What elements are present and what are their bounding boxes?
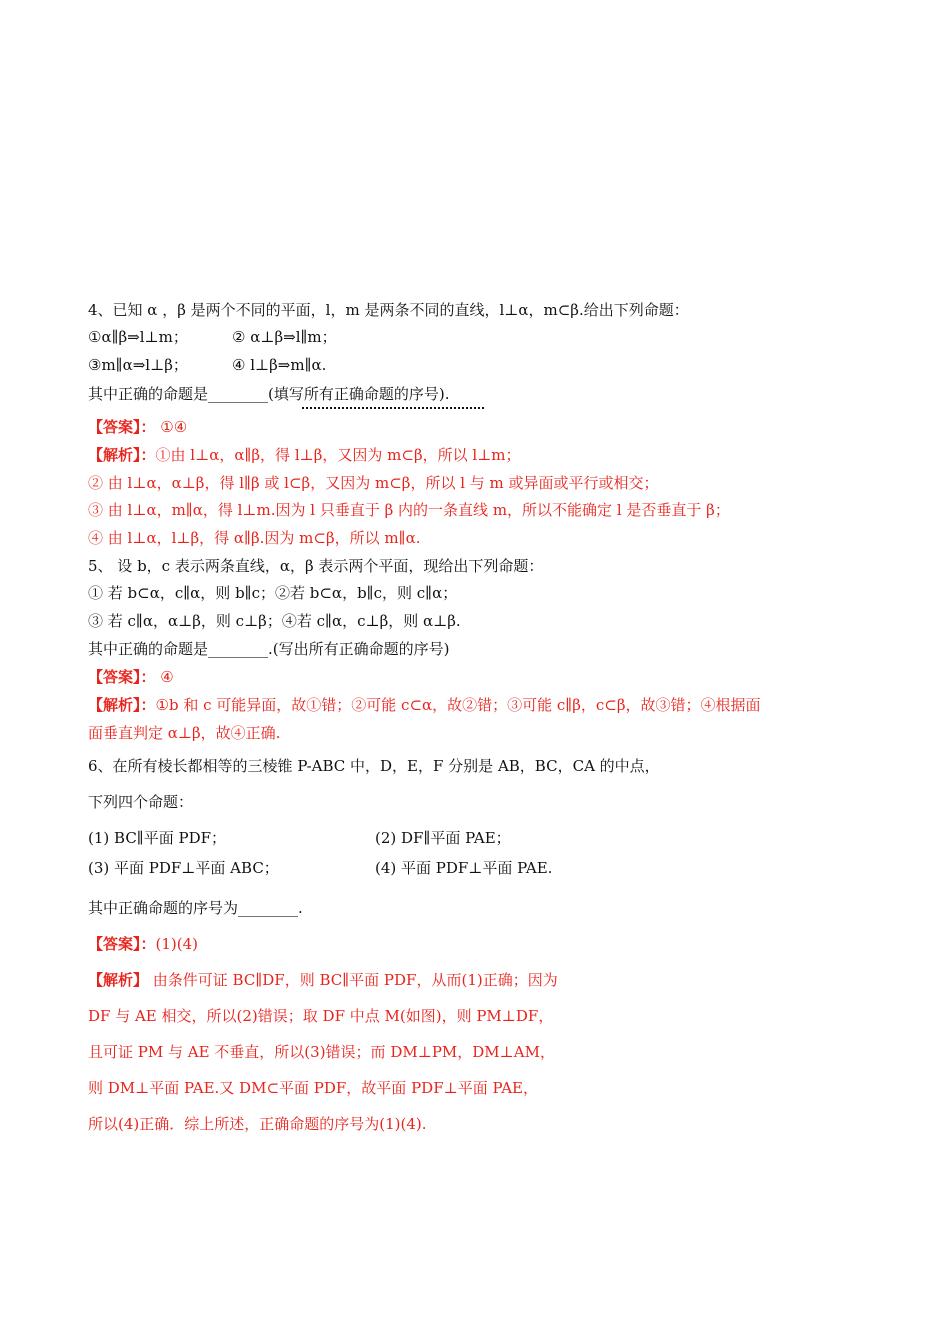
answer-tag: 【答案】： — [88, 935, 156, 953]
q4-question: 其中正确的命题是________(填写所有正确命题的序号). — [88, 385, 450, 403]
analysis-text: 由条件可证 BC∥DF，则 BC∥平面 PDF，从而(1)正确；因为 — [148, 971, 558, 989]
analysis-tag: 【解析】： — [88, 446, 156, 464]
analysis-tag: 【解析】： — [88, 696, 156, 714]
answer-tag: 【答案】： — [88, 668, 156, 686]
q4-analysis-4: ④ 由 l⊥α，l⊥β，得 α∥β.因为 m⊂β，所以 m∥α. — [88, 529, 421, 547]
analysis-tag: 【解析】 — [88, 971, 149, 989]
analysis-text: ①由 l⊥α，α∥β，得 l⊥β，又因为 m⊂β，所以 l⊥m； — [155, 446, 521, 464]
q6-option-1: (1) BC∥平面 PDF； — [88, 829, 227, 847]
q4-answer — [88, 417, 187, 437]
q6-option-3: (3) 平面 PDF⊥平面 ABC； — [88, 859, 279, 877]
answer-tag: 【答案】： — [88, 418, 156, 436]
q5-analysis-1 — [88, 695, 761, 715]
answer-value: ④ — [155, 668, 174, 686]
analysis-text: ①b 和 c 可能异面，故①错；②可能 c⊂α，故②错；③可能 c∥β，c⊂β，故③错；④根据面 — [155, 696, 761, 714]
q5-answer — [88, 667, 174, 687]
q5-options-row-2: ③ 若 c∥α，α⊥β，则 c⊥β；④若 c∥α，c⊥β，则 α⊥β. — [88, 612, 461, 630]
q6-intro: 下列四个命题： — [88, 793, 194, 811]
q6-answer — [88, 934, 198, 954]
q6-analysis-1 — [88, 970, 558, 990]
answer-value: ①④ — [155, 418, 188, 436]
q4-option-4: ④ l⊥β⇒m∥α. — [232, 356, 327, 374]
q6-stem: 6、在所有棱长都相等的三棱锥 P-ABC 中，D，E，F 分别是 AB，BC，CA 的中点， — [88, 757, 660, 775]
q4-analysis-2: ② 由 l⊥α，α⊥β，得 l∥β 或 l⊂β，又因为 m⊂β，所以 l 与 m 或异面或平行或相交； — [88, 474, 659, 492]
answer-value: (1)(4) — [155, 935, 199, 953]
q5-stem: 5、 设 b，c 表示两条直线，α，β 表示两个平面，现给出下列命题： — [88, 557, 544, 575]
q4-option-3: ③m∥α⇒l⊥β； — [88, 356, 188, 374]
q6-option-2: (2) DF∥平面 PAE； — [375, 829, 511, 847]
q6-analysis-4: 则 DM⊥平面 PAE.又 DM⊂平面 PDF，故平面 PDF⊥平面 PAE， — [88, 1079, 538, 1097]
emphasis-dots — [302, 405, 484, 409]
q5-question: 其中正确的命题是________.(写出所有正确命题的序号) — [88, 640, 450, 658]
q5-analysis-2: 面垂直判定 α⊥β，故④正确. — [88, 724, 281, 742]
q6-analysis-5: 所以(4)正确．综上所述，正确命题的序号为(1)(4). — [88, 1115, 427, 1133]
q4-analysis-3: ③ 由 l⊥α，m∥α，得 l⊥m.因为 l 只垂直于 β 内的一条直线 m，所以不能确定 l 是否垂直于 β； — [88, 501, 730, 519]
q6-analysis-3: 且可证 PM 与 AE 不垂直，所以(3)错误；而 DM⊥PM，DM⊥AM， — [88, 1043, 555, 1061]
q6-option-4: (4) 平面 PDF⊥平面 PAE. — [375, 859, 553, 877]
q6-question: 其中正确命题的序号为________. — [88, 899, 303, 917]
q4-option-2: ② α⊥β⇒l∥m； — [232, 328, 337, 346]
q4-option-1: ①α∥β⇒l⊥m； — [88, 328, 188, 346]
q6-analysis-2: DF 与 AE 相交，所以(2)错误；取 DF 中点 M(如图)，则 PM⊥DF， — [88, 1007, 554, 1025]
q4-analysis-1 — [88, 445, 521, 465]
q5-options-row-1: ① 若 b⊂α，c∥α，则 b∥c；②若 b⊂α，b∥c，则 c∥α； — [88, 584, 458, 602]
q4-stem: 4、已知 α ，β 是两个不同的平面，l，m 是两条不同的直线，l⊥α，m⊂β.给出下列命题： — [88, 301, 689, 319]
